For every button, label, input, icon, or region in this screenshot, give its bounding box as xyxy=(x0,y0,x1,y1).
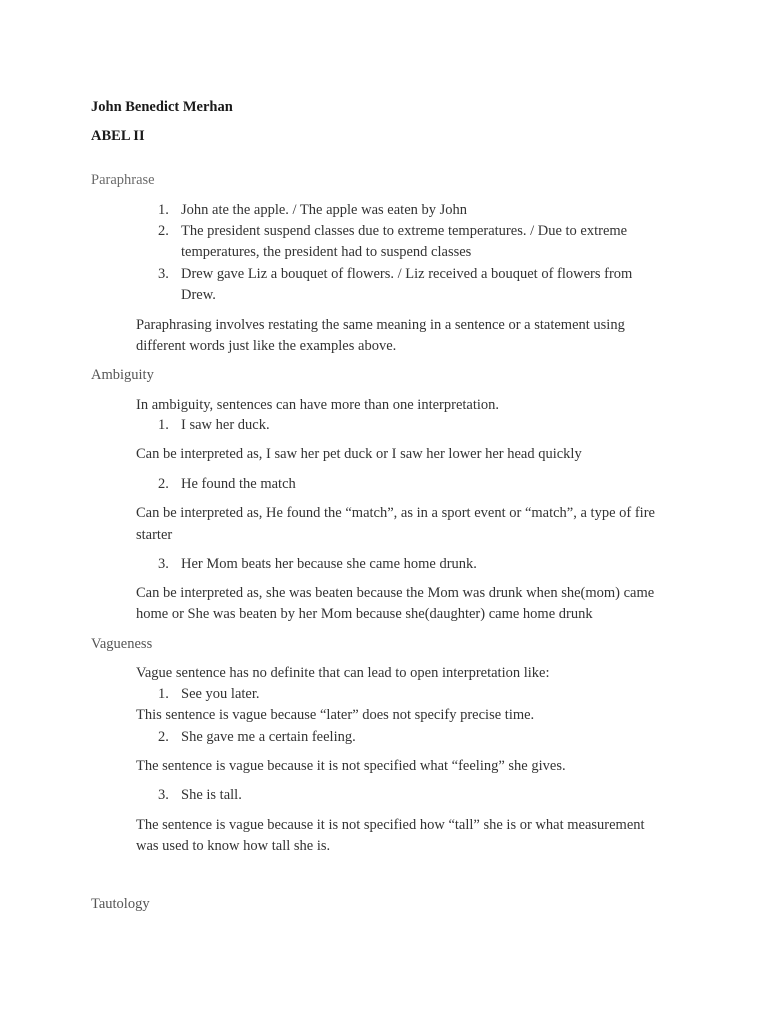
list-number: 2. xyxy=(158,223,169,239)
section-heading-vagueness: Vagueness xyxy=(91,636,153,652)
list-item: Drew gave Liz a bouquet of flowers. / Liz received a bouquet of flowers from xyxy=(181,266,633,282)
list-item: Her Mom beats her because she came home drunk. xyxy=(181,556,477,572)
list-number: 1. xyxy=(158,202,169,218)
list-number: 3. xyxy=(158,266,169,282)
paragraph: Can be interpreted as, she was beaten because the Mom was drunk when she(mom) came xyxy=(136,585,655,601)
list-number: 1. xyxy=(158,417,169,433)
paragraph: The sentence is vague because it is not specified what “feeling” she gives. xyxy=(136,758,566,774)
paragraph: The sentence is vague because it is not specified how “tall” she is or what measurement xyxy=(136,817,645,833)
list-item-continued: temperatures, the president had to suspend classes xyxy=(181,244,472,260)
list-number: 2. xyxy=(158,476,169,492)
list-item: She gave me a certain feeling. xyxy=(181,729,356,745)
paragraph: Vague sentence has no definite that can lead to open interpretation like: xyxy=(136,665,550,681)
paragraph: different words just like the examples above. xyxy=(136,338,397,354)
paragraph: starter xyxy=(136,527,173,543)
paragraph: Can be interpreted as, I saw her pet duck or I saw her lower her head quickly xyxy=(136,446,582,462)
list-item: The president suspend classes due to extreme temperatures. / Due to extreme xyxy=(181,223,628,239)
list-number: 3. xyxy=(158,556,169,572)
paragraph: This sentence is vague because “later” does not specify precise time. xyxy=(136,707,535,723)
list-number: 3. xyxy=(158,787,169,803)
list-item: See you later. xyxy=(181,686,260,702)
list-item: John ate the apple. / The apple was eaten by John xyxy=(181,202,468,218)
course-label: ABEL II xyxy=(91,128,145,144)
list-item: He found the match xyxy=(181,476,296,492)
paragraph: was used to know how tall she is. xyxy=(136,838,331,854)
section-heading-tautology: Tautology xyxy=(91,896,150,912)
list-number: 1. xyxy=(158,686,169,702)
paragraph: Can be interpreted as, He found the “match”, as in a sport event or “match”, a type of fire xyxy=(136,505,655,521)
author-name: John Benedict Merhan xyxy=(91,99,233,115)
paragraph: Paraphrasing involves restating the same meaning in a sentence or a statement using xyxy=(136,317,625,333)
list-item: I saw her duck. xyxy=(181,417,270,433)
list-number: 2. xyxy=(158,729,169,745)
paragraph: In ambiguity, sentences can have more than one interpretation. xyxy=(136,397,500,413)
list-item-continued: Drew. xyxy=(181,287,216,303)
list-item: She is tall. xyxy=(181,787,242,803)
paragraph: home or She was beaten by her Mom because she(daughter) came home drunk xyxy=(136,606,593,622)
section-heading-ambiguity: Ambiguity xyxy=(91,367,154,383)
section-heading-paraphrase: Paraphrase xyxy=(91,172,155,188)
